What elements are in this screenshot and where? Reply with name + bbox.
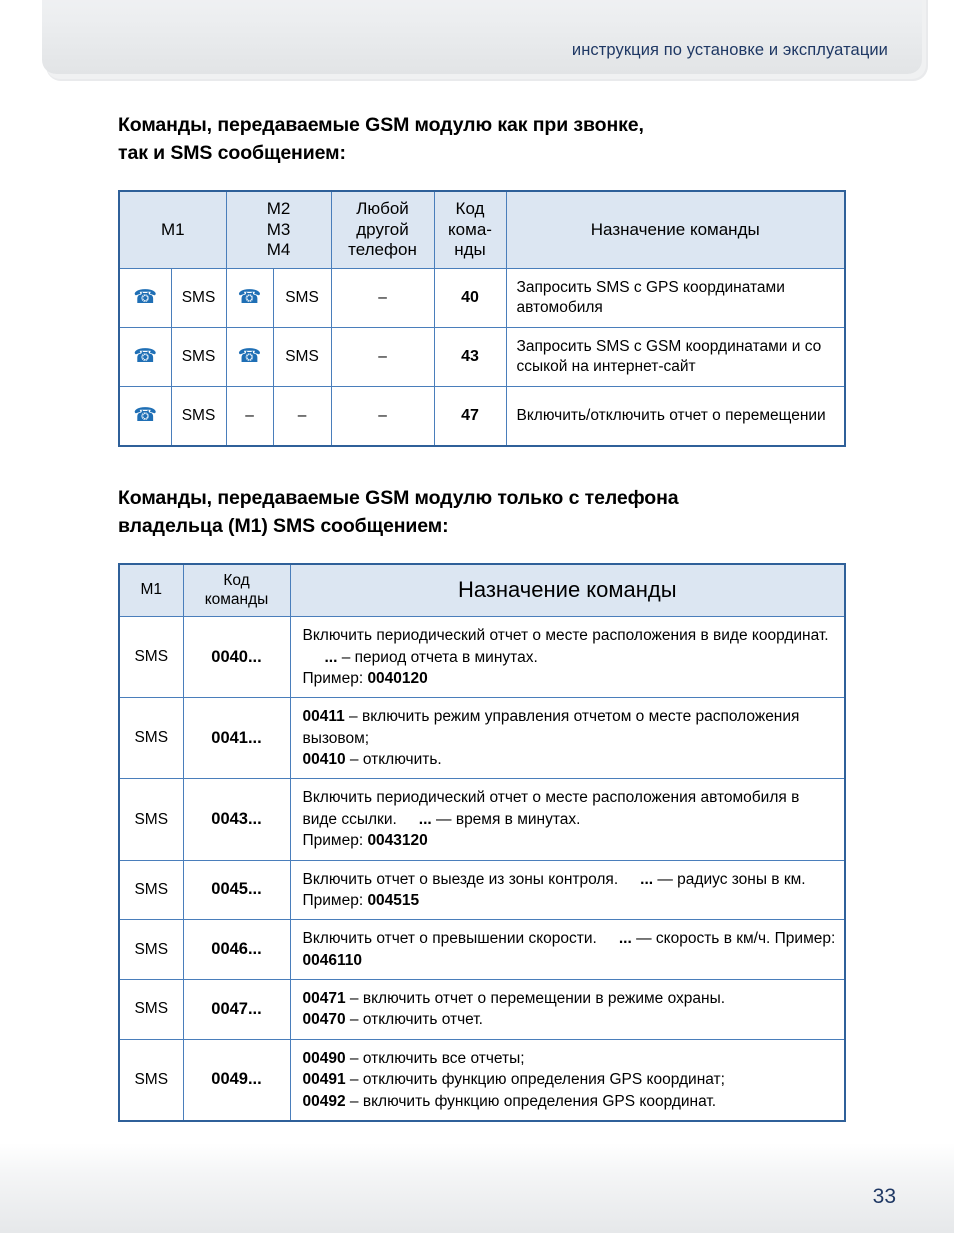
table2-col-command-code: Код команды (183, 564, 290, 617)
desc-example-value: 0046110 (302, 951, 362, 969)
table2-r3-purpose (290, 779, 845, 860)
table2-r7-code: 0049... (183, 1039, 290, 1121)
table1-col-m234: M2 M3 M4 (226, 191, 331, 269)
table1-r2-other-phone: – (331, 328, 434, 387)
table-row (119, 698, 845, 779)
phone-icon: ☎ (133, 346, 158, 368)
table1-col-purpose: Назначение команды (506, 191, 845, 269)
desc-text: Включить отчет о превышении скорости. (302, 930, 597, 948)
table2-r1-code: 0040... (183, 617, 290, 698)
table2-r2-code: 0041... (183, 698, 290, 779)
desc-text: Пример: (302, 891, 364, 909)
table-row (119, 1039, 845, 1121)
table2-r3-code: 0043... (183, 779, 290, 860)
desc-text: — скорость в км/ч. Пример: (631, 930, 836, 948)
desc-code-value: 00470 (302, 1011, 346, 1029)
desc-ellipsis: ... (324, 648, 338, 666)
table1-r1-code: 40 (434, 269, 506, 328)
desc-code-value: 00491 (302, 1071, 346, 1089)
table-row (119, 269, 845, 328)
table2-r4-m1: SMS (119, 860, 183, 920)
desc-text: – отключить функцию определения GPS координат; (345, 1071, 725, 1089)
table1-r3-purpose: Включить/отключить отчет о перемещении (506, 387, 845, 447)
table1-r3-m1-sms: SMS (171, 387, 226, 447)
desc-text: – отключить все отчеты; (345, 1049, 525, 1067)
desc-example-value: 0040120 (367, 669, 428, 687)
table1-r1-other-phone: – (331, 269, 434, 328)
desc-code-value: 00490 (302, 1049, 346, 1067)
desc-text: – включить функцию определения GPS координат. (345, 1092, 717, 1110)
desc-text: Включить отчет о выезде из зоны контроля. (302, 870, 619, 888)
table2-r5-purpose (290, 920, 845, 980)
section-title-2-line-1: Команды, передаваемые GSM модулю только с телефона (118, 487, 679, 509)
section-title-2 (118, 485, 898, 541)
phone-icon: ☎ (133, 405, 158, 427)
table1-r3-m1-call (119, 387, 171, 447)
section-title-2-line-2: владельца (M1) SMS сообщением: (118, 514, 449, 537)
desc-ellipsis: ... (418, 810, 432, 828)
table1-r2-m1-sms: SMS (171, 328, 226, 387)
section-title-1-line-2: так и SMS сообщением: (118, 141, 346, 164)
page-header-title: инструкция по установке и эксплуатации (571, 41, 888, 59)
desc-text: – включить режим управления отчетом о месте расположения вызовом; (302, 708, 800, 747)
table1-r1-purpose: Запросить SMS c GPS координатами автомобиля (506, 269, 845, 328)
desc-code-value: 00492 (302, 1092, 346, 1110)
table1-r2-code: 43 (434, 328, 506, 387)
desc-ellipsis: ... (618, 930, 632, 948)
table1-col-other-phone: Любой другой телефон (331, 191, 434, 269)
desc-code-value: 00471 (302, 990, 346, 1008)
desc-text: — радиус зоны в км. (653, 870, 806, 888)
table1-r1-m1-call (119, 269, 171, 328)
desc-code-value: 00411 (302, 708, 345, 726)
desc-text: Включить периодический отчет о месте расположения в (302, 627, 709, 645)
desc-text: – период отчета в минутах. (337, 648, 538, 666)
table2-r3-m1: SMS (119, 779, 183, 860)
desc-text: Включить периодический отчет о месте расположения автомобиля в виде ссылки. (302, 789, 800, 828)
table1-r2-purpose: Запросить SMS c GSM координатами и со ссыкой на интернет-сайт (506, 328, 845, 387)
table-row (119, 980, 845, 1040)
table1-r3-m234-sms: – (273, 387, 331, 447)
table2-r7-m1: SMS (119, 1039, 183, 1121)
table-row (119, 860, 845, 920)
phone-icon: ☎ (237, 287, 262, 309)
desc-code-value: 00410 (302, 751, 346, 769)
table-row (119, 617, 845, 698)
desc-text: виде координат. (713, 627, 829, 645)
table1-r2-m1-call (119, 328, 171, 387)
desc-text: — время в минутах. (431, 810, 581, 828)
table-row (119, 328, 845, 387)
page-number: 33 (872, 1185, 896, 1208)
desc-example-value: 0043120 (367, 832, 428, 850)
page-footer-band (0, 1143, 954, 1233)
table1-col-command-code: Код кома- нды (434, 191, 506, 269)
table2-r4-code: 0045... (183, 860, 290, 920)
desc-ellipsis: ... (640, 870, 654, 888)
table2-r1-m1: SMS (119, 617, 183, 698)
table-row (119, 920, 845, 980)
table1-r1-m234-sms: SMS (273, 269, 331, 328)
commands-table-call-and-sms (118, 190, 846, 447)
table2-r5-code: 0046... (183, 920, 290, 980)
table1-r1-m234-call (226, 269, 273, 328)
table1-r3-m234-call: – (226, 387, 273, 447)
desc-text: – отключить отчет. (345, 1011, 483, 1029)
table-row (119, 779, 845, 860)
table2-header-row (119, 564, 845, 617)
desc-text: Пример: (302, 669, 364, 687)
table1-r3-code: 47 (434, 387, 506, 447)
table2-r4-purpose (290, 860, 845, 920)
table-row (119, 387, 845, 447)
table2-r1-purpose (290, 617, 845, 698)
table2-col-m1: M1 (119, 564, 183, 617)
table1-col-m1: M1 (119, 191, 226, 269)
table1-header-row (119, 191, 845, 269)
table1-r2-m234-sms: SMS (273, 328, 331, 387)
table2-r6-purpose (290, 980, 845, 1040)
phone-icon: ☎ (133, 287, 158, 309)
page-header-band (42, 0, 922, 74)
phone-icon: ☎ (237, 346, 262, 368)
commands-table-sms-only (118, 563, 846, 1122)
table2-r7-purpose (290, 1039, 845, 1121)
section-title-1-line-1: Команды, передаваемые GSM модулю как при звонке, (118, 114, 644, 136)
section-title-1 (118, 112, 898, 168)
table2-r2-m1: SMS (119, 698, 183, 779)
desc-text: Пример: (302, 832, 364, 850)
table1-r1-m1-sms: SMS (171, 269, 226, 328)
table1-r3-other-phone: – (331, 387, 434, 447)
table2-r2-purpose (290, 698, 845, 779)
desc-example-value: 004515 (367, 891, 420, 909)
table2-r6-m1: SMS (119, 980, 183, 1040)
desc-text: – включить отчет о перемещении в режиме охраны. (345, 990, 726, 1008)
desc-text: – отключить. (345, 751, 442, 769)
table1-r2-m234-call (226, 328, 273, 387)
table2-r5-m1: SMS (119, 920, 183, 980)
table2-col-purpose: Назначение команды (290, 564, 845, 617)
table2-r6-code: 0047... (183, 980, 290, 1040)
